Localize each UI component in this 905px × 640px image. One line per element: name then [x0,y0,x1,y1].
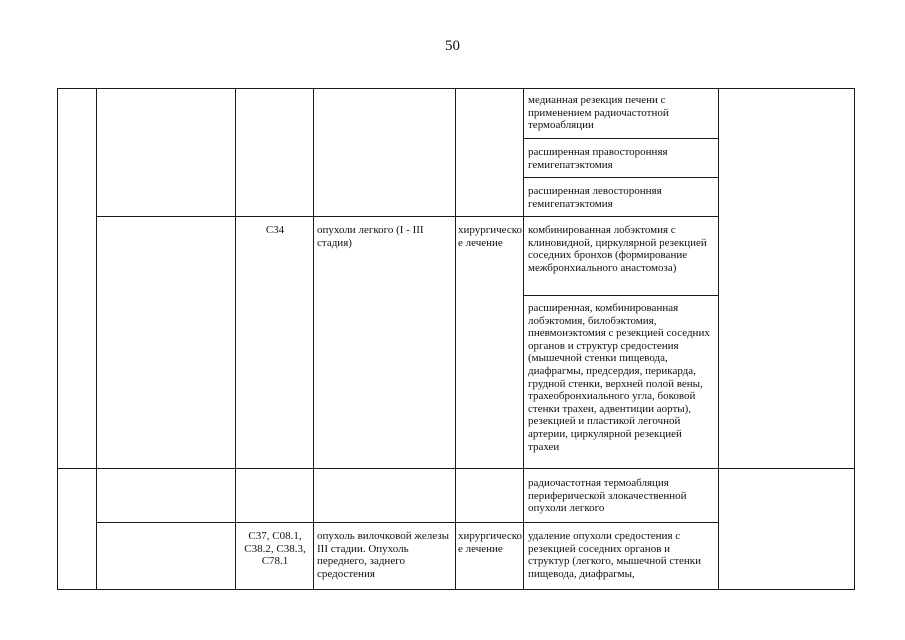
method-cell: расширенная правосторонняя гемигепатэктомия [528,146,668,171]
row-divider [96,522,719,523]
column-divider [523,88,524,590]
row-divider [523,295,719,296]
table-top-border [57,88,855,89]
code-cell: С37, С08.1, С38.2, С38.3, С78.1 [244,530,306,568]
column-divider [235,88,236,590]
method-cell: расширенная левосторонняя гемигепатэктомия [528,185,662,210]
row-divider [523,177,719,178]
method-cell: радиочастотная термоабляция периферической злокачественной опухоли легкого [528,477,687,515]
column-divider [313,88,314,590]
treatment-type-cell: хирургическое лечение [458,530,522,555]
column-divider [455,88,456,590]
row-divider [57,468,855,469]
table-bottom-border [57,589,855,590]
column-divider [854,88,855,590]
diagnosis-cell: опухоль вилочковой железы III стадии. Опухоль переднего, заднего средостения [317,530,450,580]
method-cell: комбинированная лобэктомия с клиновидной, циркулярной резекцией соседних бронхов (формирование межбронхиального анастомоза) [528,224,707,274]
method-cell: медианная резекция печени с применением радиочастотной термоабляции [528,94,669,132]
diagnosis-cell: опухоли легкого (I - III стадия) [317,224,424,249]
page-number: 50 [445,38,460,54]
column-divider [96,88,97,590]
column-divider [57,88,58,590]
method-cell: расширенная, комбинированная лобэктомия, билобэктомия, пневмонэктомия с резекцией соседних органов и структур средостения (мышечной стенки пищевода, диафрагмы, предсердия, перикарда, грудной стенки, верхней полой вены, трахеобронхиального угла, боковой стенки трахеи, адвентиции аорты), резекцией и пластикой легочной артерии, циркулярной резекцией трахеи [528,302,710,453]
code-cell: С34 [265,224,285,236]
row-divider [523,138,719,139]
column-divider [718,88,719,590]
treatment-type-cell: хирургическое лечение [458,224,522,249]
row-divider [96,216,719,217]
method-cell: удаление опухоли средостения с резекцией соседних органов и структур (легкого, мышечной стенки пищевода, диафрагмы, [528,530,702,580]
